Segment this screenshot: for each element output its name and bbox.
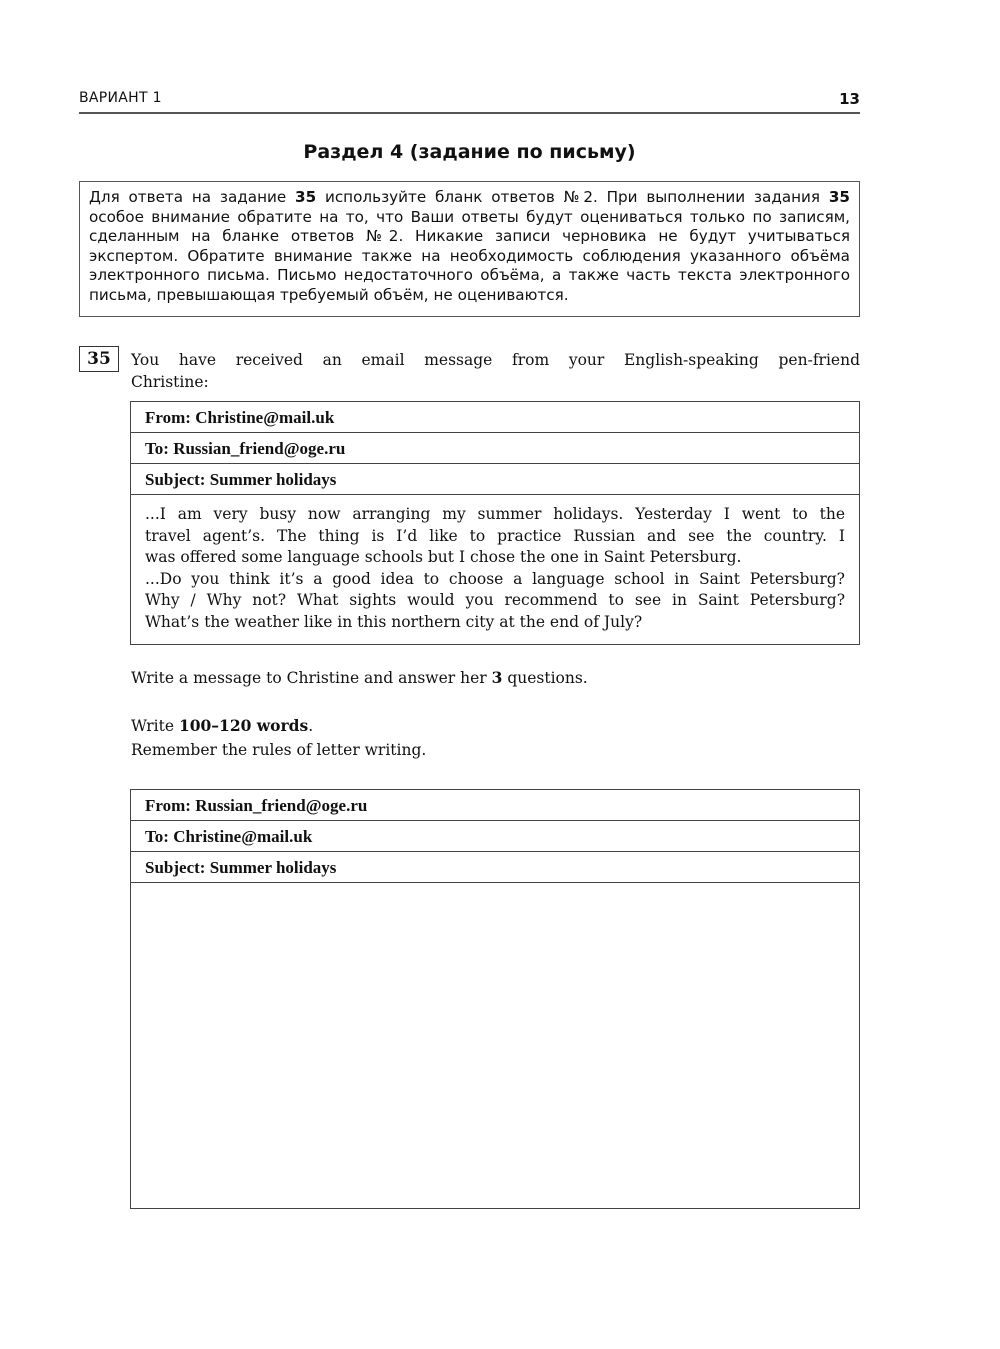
email-body-line: travel agent’s. The thing is I’d like to practice Russian and see the country. I [145, 526, 845, 545]
email-body-line: ...Do you think it’s a good idea to choose a language school in Saint Petersburg? [145, 569, 845, 588]
reply-email [130, 789, 860, 1209]
instruction-line: особое внимание обратите на то, что Ваши ответы будут оцениваться только по записям, [89, 207, 850, 226]
email-body-line: What’s the weather like in this northern city at the end of July? [145, 612, 643, 631]
received-email [130, 401, 860, 645]
email-from: From: Christine@mail.uk [131, 402, 859, 433]
email-to: To: Russian_friend@oge.ru [131, 433, 859, 464]
instruction-text: используйте бланк ответов №2. При выполнении задания [316, 188, 829, 206]
email-body-line: Why / Why not? What sights would you recommend to see in Saint Petersburg? [145, 591, 845, 610]
task-number-ref: 35 [828, 188, 850, 206]
instruction-line: письма, превышающая требуемый объём, не оцениваются. [89, 285, 569, 304]
reply-from: From: Russian_friend@oge.ru [131, 790, 859, 821]
remember-instruction: Remember the rules of letter writing. [131, 741, 427, 759]
task-number-box: 35 [79, 346, 119, 372]
write-instruction-text: questions. [502, 669, 588, 687]
questions-count: 3 [491, 668, 503, 687]
word-count-range: 100–120 words [178, 716, 309, 735]
email-subject: Subject: Summer holidays [131, 464, 859, 495]
email-body-line: ...I am very busy now arranging my summer holidays. Yesterday I went to the [145, 505, 845, 523]
page-number: 13 [839, 90, 860, 108]
write-instruction [131, 667, 588, 689]
word-count-text: Write [131, 717, 179, 735]
instruction-line: сделанным на бланке ответов №2. Никакие записи черновика не будут учитываться [89, 227, 850, 246]
email-body-line: was offered some language schools but I chose the one in Saint Petersburg. [145, 548, 742, 567]
instruction-text: Для ответа на задание [89, 188, 296, 206]
instruction-box [79, 181, 860, 317]
word-count-instruction [131, 715, 313, 737]
task-intro [131, 350, 860, 393]
email-body [131, 495, 859, 642]
variant-label: ВАРИАНТ 1 [79, 90, 162, 106]
reply-to: To: Christine@mail.uk [131, 821, 859, 852]
write-instruction-text: Write a message to Christine and answer her [131, 669, 492, 687]
page-header [79, 90, 860, 114]
answer-area[interactable] [131, 883, 859, 1205]
word-count-text: . [308, 717, 314, 735]
reply-subject: Subject: Summer holidays [131, 852, 859, 883]
section-title: Раздел 4 (задание по письму) [303, 141, 636, 163]
task-number-ref: 35 [295, 188, 317, 206]
instruction-line [89, 188, 850, 208]
task-intro-line: You have received an email message from your English-speaking pen-friend [131, 351, 860, 369]
task-intro-line: Christine: [131, 372, 209, 391]
instruction-line: электронного письма. Письмо недостаточного объёма, а также часть текста электронного [89, 266, 850, 285]
instruction-line: экспертом. Обратите внимание также на необходимость соблюдения указанного объёма [89, 246, 850, 265]
